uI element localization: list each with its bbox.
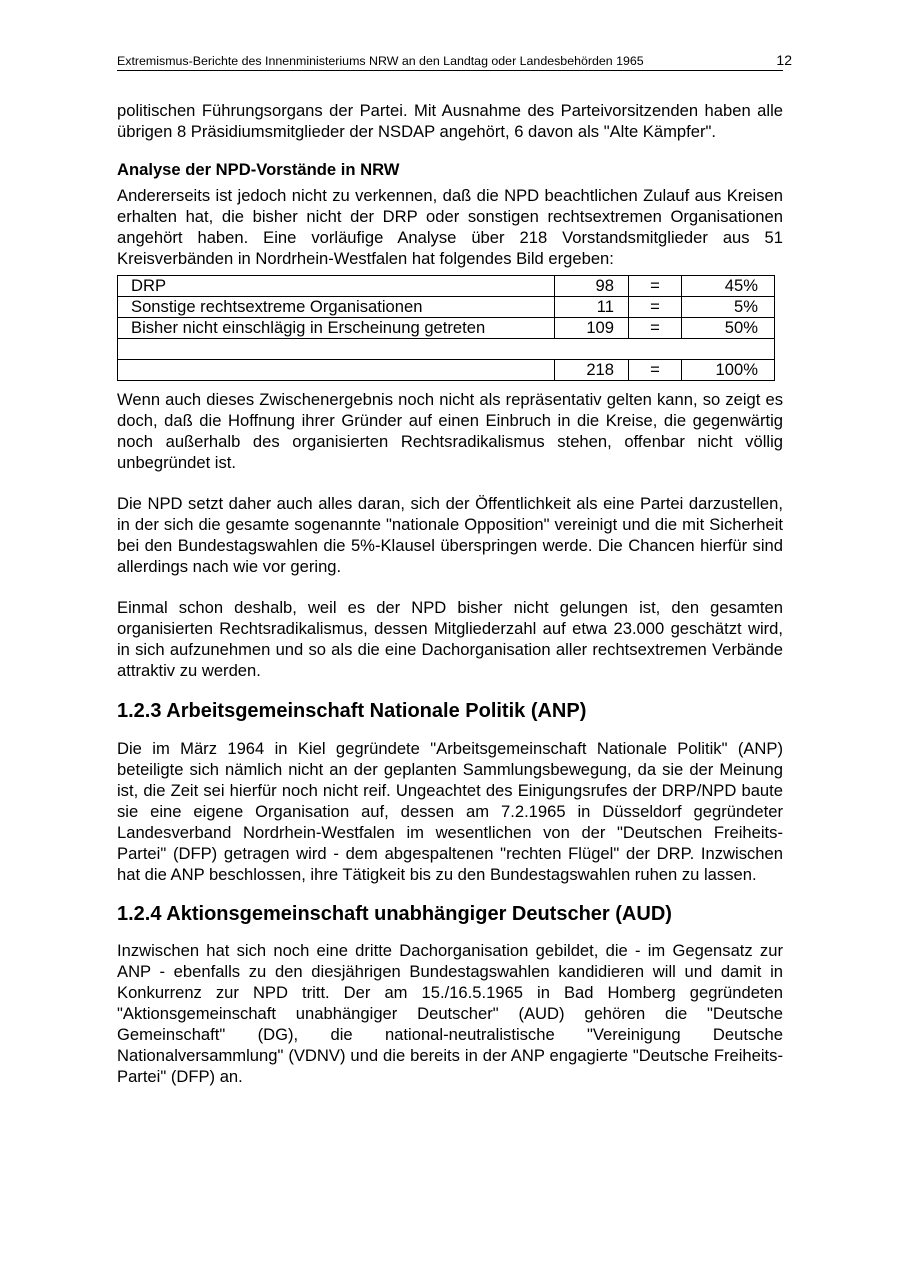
subheading-analyse: Analyse der NPD-Vorstände in NRW xyxy=(117,160,400,179)
total-label xyxy=(118,360,555,381)
row-count: 11 xyxy=(555,297,629,318)
total-equals: = xyxy=(629,360,682,381)
table-empty-row xyxy=(118,339,775,360)
table-row xyxy=(118,276,775,297)
paragraph-anp: Die im März 1964 in Kiel gegründete "Arbeitsgemeinschaft Nationale Politik" (ANP) beteiligte sich nämlich nicht an der geplanten Sammlungsbewegung, da sie der Meinung ist, die Zeit sei hierfür noch nicht reif. Ungeachtet des Einigungsrufes der DRP/NPD baute sie eine eigene Organisation auf, dessen am 7.2.1965 in Düsseldorf gegründeter Landesverband Nordrhein-Westfalen im wesentlichen von der "Deutschen Freiheits-Partei" (DFP) getragen wird - dem abgespaltenen "rechten Flügel" der DRP. Inzwischen hat die ANP beschlossen, ihre Tätigkeit bis zu den Bundestagswahlen ruhen zu lassen. xyxy=(117,739,783,884)
total-count: 218 xyxy=(555,360,629,381)
board-analysis-table xyxy=(117,275,775,381)
row-equals: = xyxy=(629,318,682,339)
heading-anp: 1.2.3 Arbeitsgemeinschaft Nationale Politik (ANP) xyxy=(117,700,587,722)
header-title: Extremismus-Berichte des Innenministeriums NRW an den Landtag oder Landesbehörden 1965 xyxy=(117,54,644,68)
row-label: Bisher nicht einschlägig in Erscheinung getreten xyxy=(118,318,555,339)
paragraph-analysis: Andererseits ist jedoch nicht zu verkennen, daß die NPD beachtlichen Zulauf aus Kreisen erhalten hat, die bisher nicht der DRP oder sonstigen rechtsextremen Organisationen angehört haben. Eine vorläufige Analyse über 218 Vorstandsmitglieder aus 51 Kreisverbänden in Nordrhein-Westfalen hat folgendes Bild ergeben: xyxy=(117,186,783,268)
row-equals: = xyxy=(629,276,682,297)
row-label: DRP xyxy=(118,276,555,297)
row-count: 109 xyxy=(555,318,629,339)
row-label: Sonstige rechtsextreme Organisationen xyxy=(118,297,555,318)
paragraph-intro: politischen Führungsorgans der Partei. Mit Ausnahme des Parteivorsitzenden haben alle übrigen 8 Präsidiumsmitglieder der NSDAP angehört, 6 davon als "Alte Kämpfer". xyxy=(117,101,783,141)
row-equals: = xyxy=(629,297,682,318)
document-page xyxy=(117,52,792,1087)
row-count: 98 xyxy=(555,276,629,297)
paragraph-zwischenergebnis: Wenn auch dieses Zwischenergebnis noch nicht als repräsentativ gelten kann, so zeigt es doch, daß die Hoffnung ihrer Gründer auf einen Einbruch in die Kreise, die gegenwärtig noch außerhalb des organisierten Rechtsradikalismus stehen, offenbar nicht völlig unbegründet ist. xyxy=(117,390,783,472)
page-number: 12 xyxy=(776,52,792,68)
table-total-row xyxy=(118,360,775,381)
page-header xyxy=(117,52,792,71)
paragraph-einmal: Einmal schon deshalb, weil es der NPD bisher nicht gelungen ist, den gesamten organisierten Rechtsradikalismus, dessen Mitgliederzahl auf etwa 23.000 geschätzt wird, in sich aufzunehmen und so als die eine Dachorganisation aller rechtsextremen Verbände attraktiv zu werden. xyxy=(117,598,783,680)
table-row xyxy=(118,318,775,339)
row-percent: 5% xyxy=(682,297,775,318)
row-percent: 45% xyxy=(682,276,775,297)
empty-cell xyxy=(118,339,775,360)
table-row xyxy=(118,297,775,318)
paragraph-npd: Die NPD setzt daher auch alles daran, sich der Öffentlichkeit als eine Partei darzustellen, in der sich die gesamte sogenannte "nationale Opposition" vereinigt und die mit Sicherheit bei den Bundestagswahlen die 5%-Klausel überspringen werde. Die Chancen hierfür sind allerdings nach wie vor gering. xyxy=(117,494,783,576)
heading-aud: 1.2.4 Aktionsgemeinschaft unabhängiger Deutscher (AUD) xyxy=(117,903,672,925)
row-percent: 50% xyxy=(682,318,775,339)
total-percent: 100% xyxy=(682,360,775,381)
paragraph-aud: Inzwischen hat sich noch eine dritte Dachorganisation gebildet, die - im Gegensatz zur ANP - ebenfalls zu den diesjährigen Bundestagswahlen kandidieren will und damit in Konkurrenz zur NPD tritt. Der am 15./16.5.1965 in Bad Homberg gegründeten "Aktionsgemeinschaft unabhängiger Deutscher" (AUD) gehören die "Deutsche Gemeinschaft" (DG), die national-neutralistische "Vereinigung Deutsche Nationalversammlung" (VDNV) und die bereits in der ANP engagierte "Deutsche Freiheits-Partei" (DFP) an. xyxy=(117,941,783,1086)
